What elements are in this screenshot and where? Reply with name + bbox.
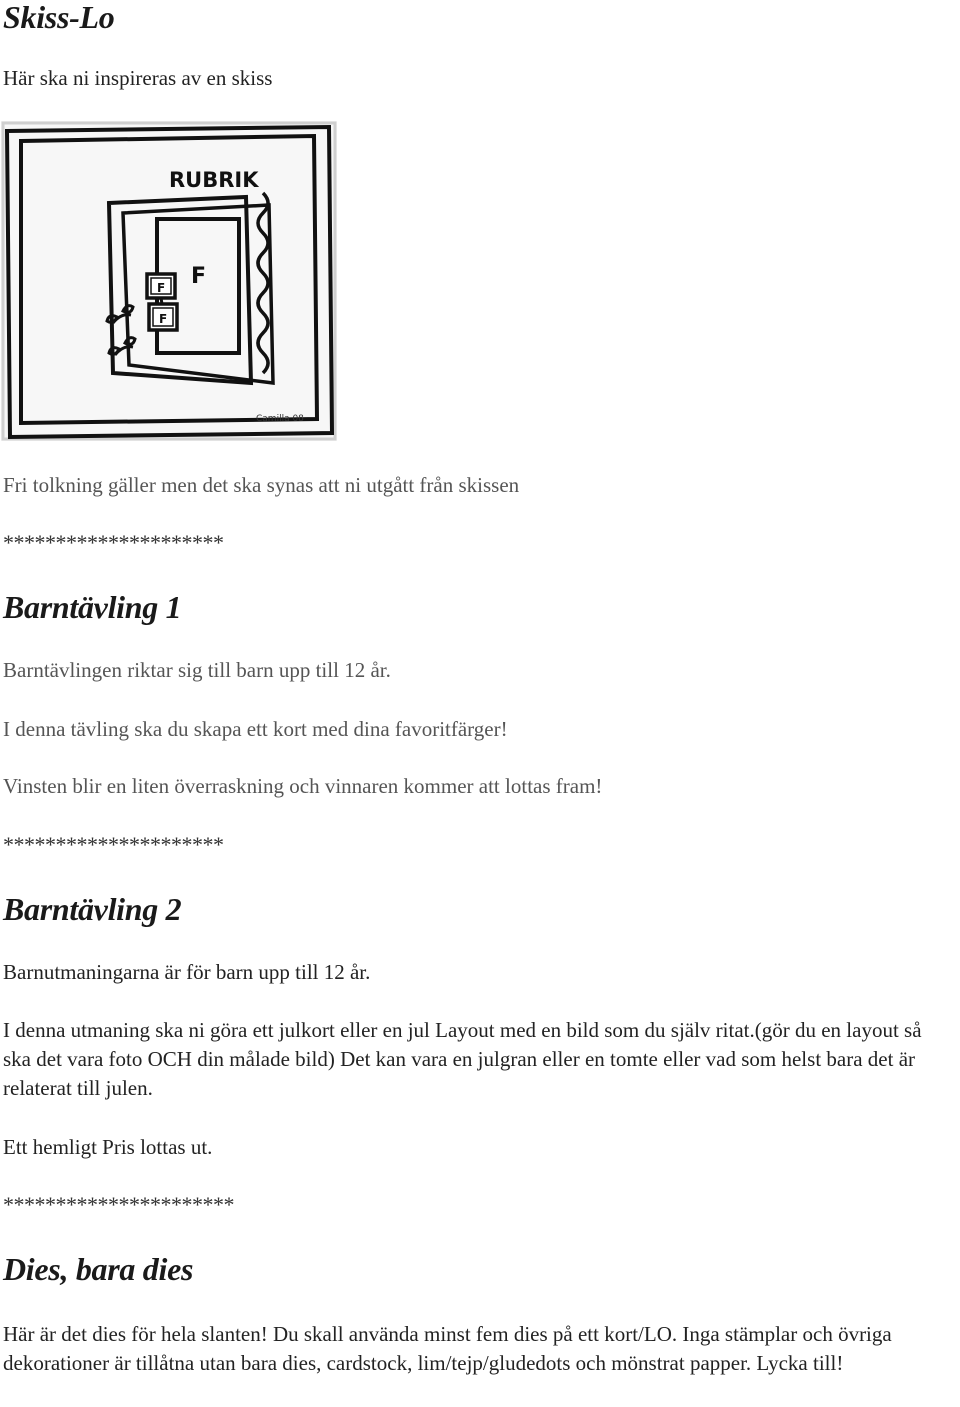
section-2-paragraph-3: Ett hemligt Pris lottas ut. — [3, 1135, 213, 1159]
intro-text: Här ska ni inspireras av en skiss — [3, 66, 273, 90]
sketch-title-label: RUBRIK — [169, 168, 259, 192]
section-heading-1: Barntävling 1 — [3, 589, 182, 625]
sketch-drawing — [1, 121, 337, 441]
separator-3: ********************** — [3, 1192, 234, 1217]
sketch-image — [1, 121, 337, 441]
separator-1: ********************* — [3, 530, 224, 555]
free-interpretation-text: Fri tolkning gäller men det ska synas att ni utgått från skissen — [3, 473, 520, 497]
sketch-small-photo-label-2: F — [159, 312, 168, 326]
sketch-photo-label: F — [191, 264, 207, 289]
section-2-paragraph-1: Barnutmaningarna är för barn upp till 12 år. — [3, 960, 371, 984]
sketch-signature: Camilla 08 — [256, 414, 304, 424]
section-1-paragraph-2: I denna tävling ska du skapa ett kort med dina favoritfärger! — [3, 717, 508, 741]
separator-2: ********************* — [3, 832, 224, 857]
sketch-small-photo-label-1: F — [157, 281, 166, 295]
section-3-paragraph-1: Här är det dies för hela slanten! Du skall använda minst fem dies på ett kort/LO. Inga stämplar och övriga dekorationer är tillåtna utan bara dies, cardstock, lim/tejp/gludedots och mönstrat papper. Lycka till! — [3, 1322, 892, 1375]
section-heading-2: Barntävling 2 — [3, 891, 182, 927]
section-1-paragraph-3: Vinsten blir en liten överraskning och vinnaren kommer att lottas fram! — [3, 774, 603, 798]
section-2-paragraph-2: I denna utmaning ska ni göra ett julkort eller en jul Layout med en bild som du själv ritat.(gör du en layout så ska det vara foto OCH din målade bild) Det kan vara en julgran eller en tomte eller vad som helst bara det är relaterat till julen. — [3, 1018, 922, 1100]
section-heading-3: Dies, bara dies — [3, 1251, 194, 1287]
page-title: Skiss-Lo — [3, 0, 115, 35]
section-1-paragraph-1: Barntävlingen riktar sig till barn upp till 12 år. — [3, 658, 391, 682]
